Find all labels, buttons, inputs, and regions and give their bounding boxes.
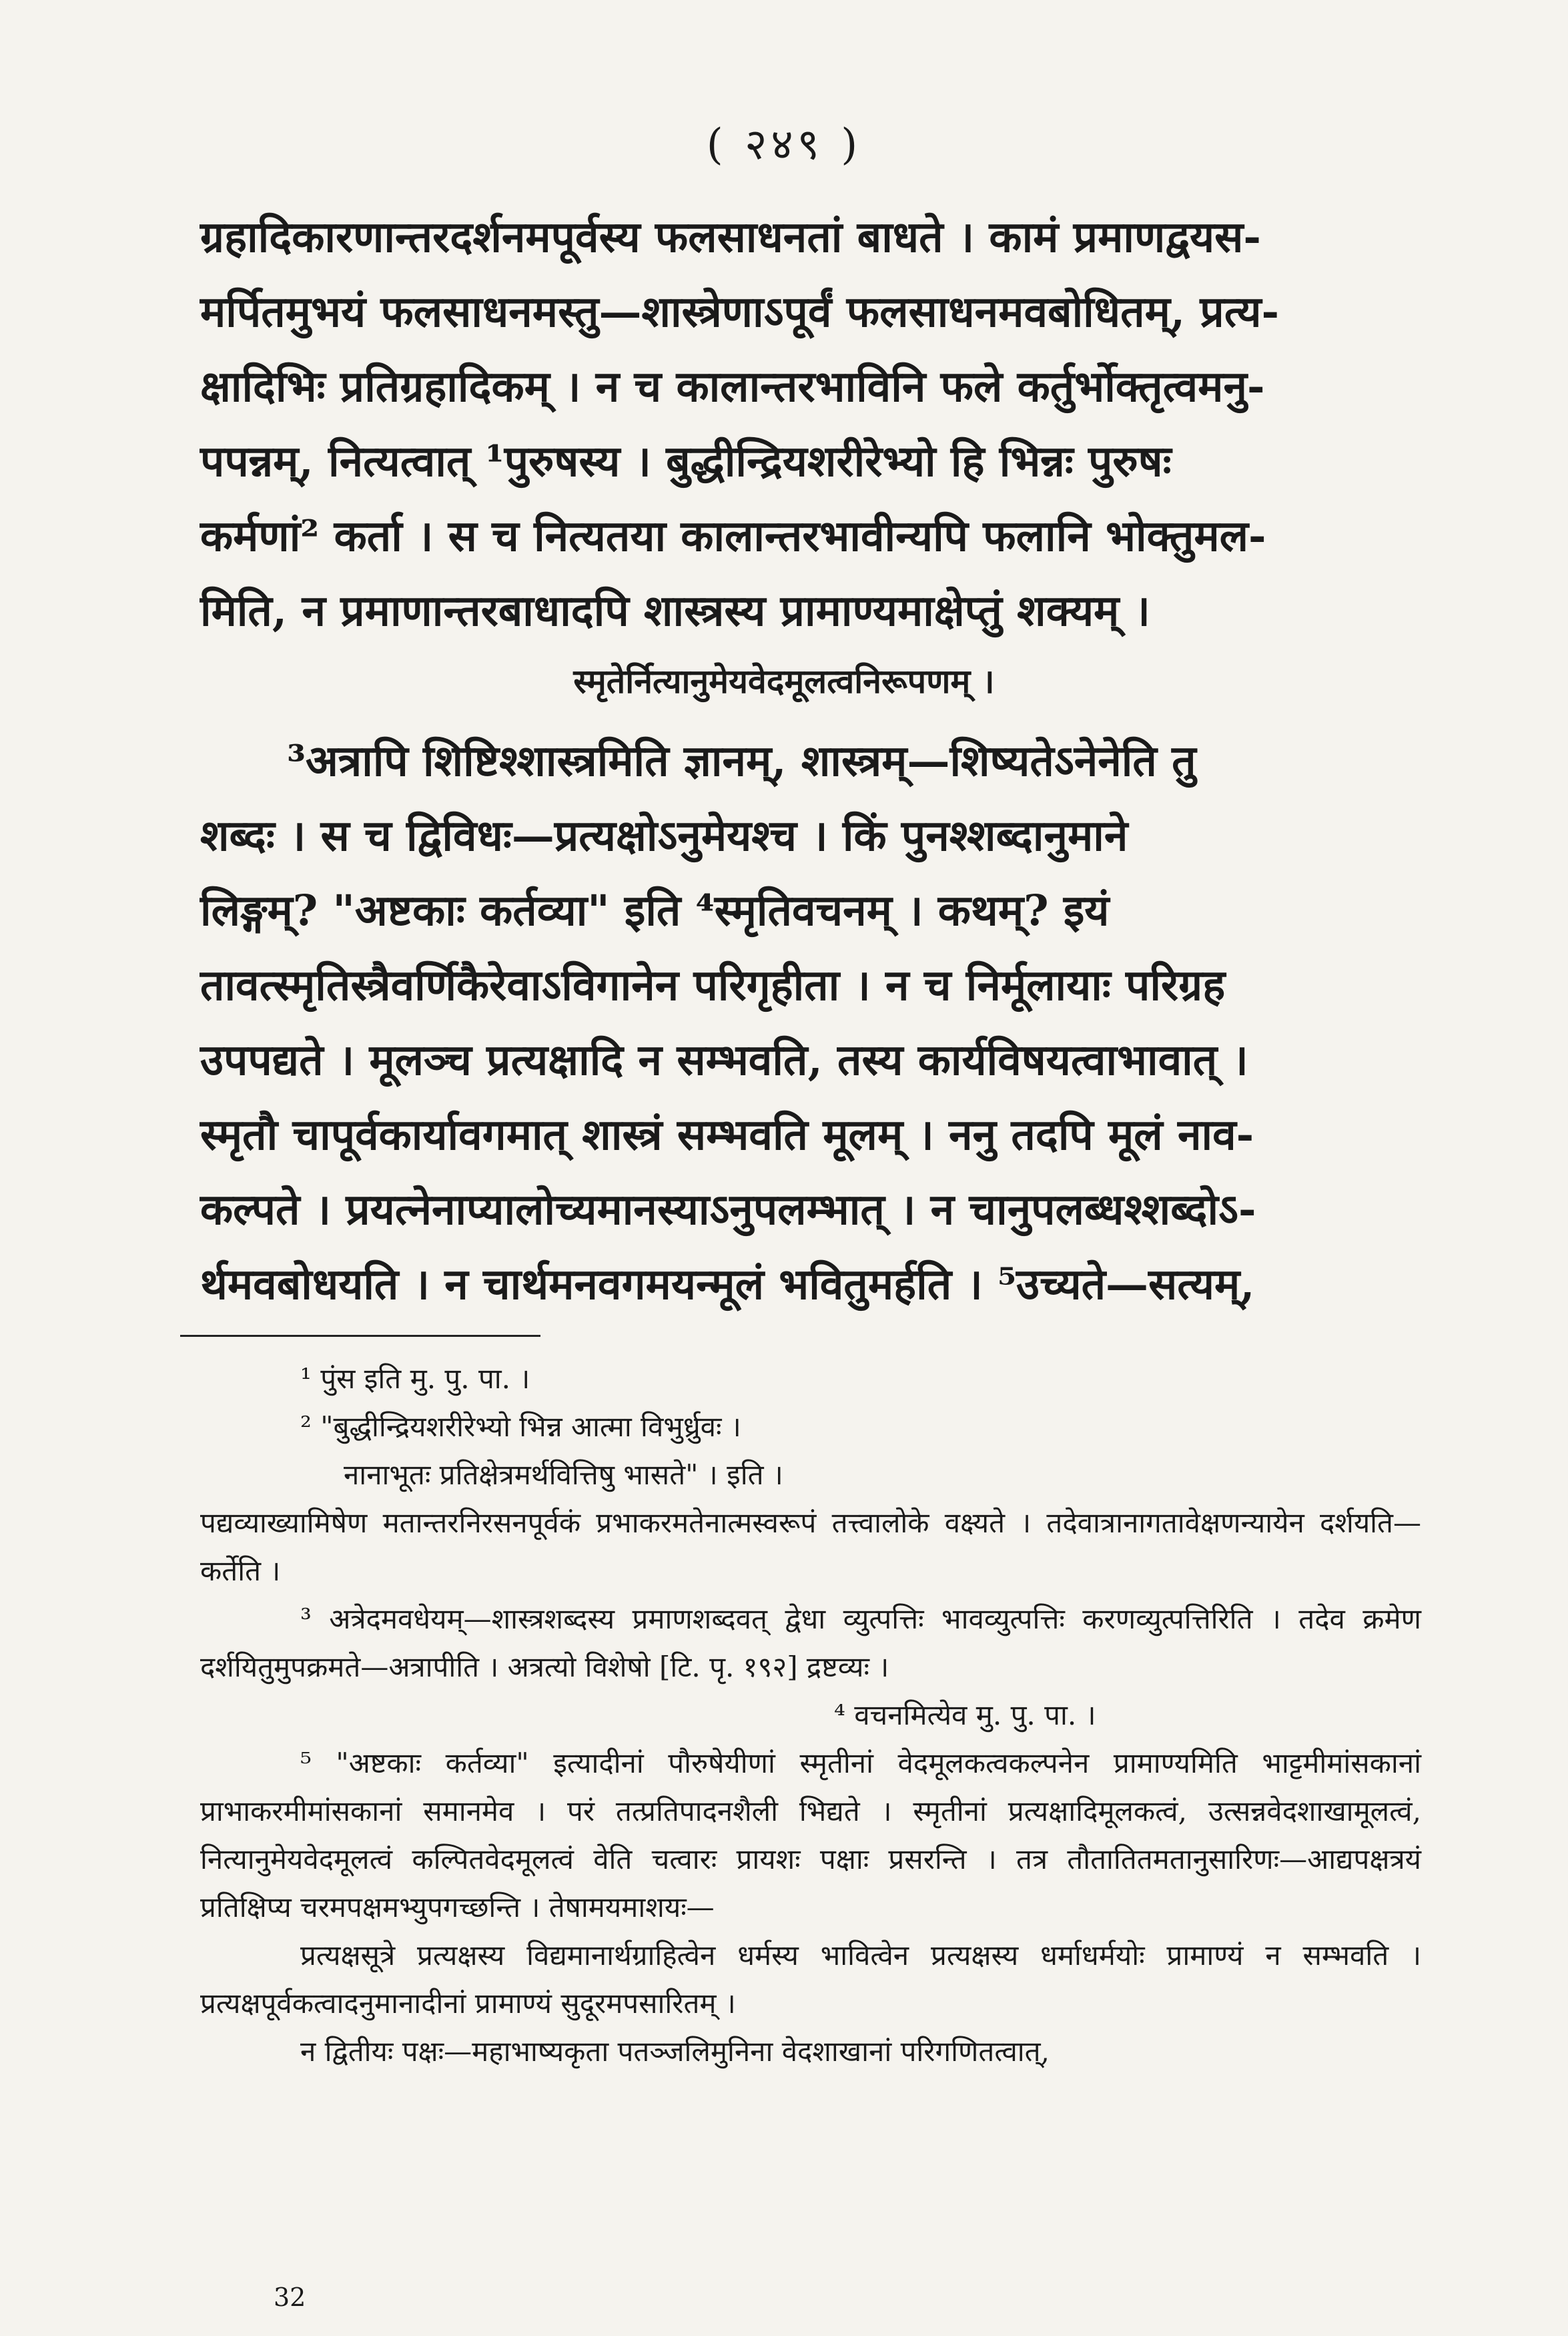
text-line: पपन्नम्, नित्यत्वात् ¹पुरुषस्य । बुद्धीन्द्रियशरीरेभ्यो हि भिन्नः पुरुषः <box>200 436 1172 487</box>
text-line: स्मृतौ चापूर्वकार्यावगमात् शास्त्रं सम्भवति मूलम् । ननु तदपि मूलं नाव- <box>200 1110 1254 1160</box>
text-line: ग्रहादिकारणान्तरदर्शनमपूर्वस्य फलसाधनतां बाधते । कामं प्रमाणद्वयस- <box>200 212 1261 262</box>
footnotes <box>200 1355 1421 2076</box>
folio-number: 32 <box>274 2283 306 2312</box>
text-line: कर्मणां² कर्ता । स च नित्यतया कालान्तरभावीन्यपि फलानि भोक्तुमल- <box>200 511 1266 561</box>
footnote-5: ⁵ "अष्टकाः कर्तव्या" इत्यादीनां पौरुषेयीणां स्मृतीनां वेदमूलकत्वकल्पनेन प्रामाण्यमिति भाट्टमीमांसकानां प्राभाकरमीमांसकानां समानमेव । परं तत्प्रतिपादनशैली भिद्यते । स्मृतीनां प्रत्यक्षादिमूलकत्वं, उत्सन्नवेदशाखामूलत्वं, नित्यानुमेयवेदमूलत्वं कल्पितवेदमूलत्वं वेति चत्वारः प्रायशः पक्षाः प्रसरन्ति । तत्र तौतातितमतानुसारिणः—आद्यपक्षत्रयं प्रतिक्षिप्य चरमपक्षमभ्युपगच्छन्ति । तेषामयमाशयः— <box>200 1747 1421 1924</box>
footnote-5-paragraph-3: न द्वितीयः पक्षः—महाभाष्यकृता पतञ्जलिमुनिना वेदशाखानां परिगणितत्वात्, <box>300 2035 1050 2068</box>
text-line: शब्दः । स च द्विविधः—प्रत्यक्षोऽनुमेयश्च । किं पुनश्शब्दानुमाने <box>200 811 1128 861</box>
text-line: लिङ्गम्? "अष्टकाः कर्तव्या" इति ⁴स्मृतिवचनम् । कथम्? इयं <box>200 886 1110 936</box>
main-text-block <box>200 200 1421 649</box>
footnote-3: ³ अत्रेदमवधेयम्—शास्त्रशब्दस्य प्रमाणशब्दवत् द्वेधा व्युत्पत्तिः भावव्युत्पत्तिः करणव्युत्पत्तिरिति । तदेव क्रमेण दर्शयितुमुपक्रमते—अत्रापीति । अत्रत्यो विशेषो [टि. पृ. १९२] द्रष्टव्यः । <box>200 1602 1421 1683</box>
page-number: ( २४९ ) <box>706 120 862 170</box>
main-text-block-2 <box>200 724 1421 1322</box>
text-line: उपपद्यते । मूलञ्च प्रत्यक्षादि न सम्भवति, तस्य कार्यविषयत्वाभावात् । <box>200 1035 1248 1085</box>
footnote-4: ⁴ वचनमित्येव मु. पु. पा. । <box>834 1699 1096 1731</box>
text-line: मिति, न प्रमाणान्तरबाधादपि शास्त्रस्य प्रामाण्यमाक्षेप्तुं शक्यम् । <box>200 586 1150 636</box>
text-line: मर्पितमुभयं फलसाधनमस्तु—शास्त्रेणाऽपूर्वं फलसाधनमवबोधितम्, प्रत्य- <box>200 287 1280 337</box>
text-line: ³अत्रापि शिष्टिश्शास्त्रमिति ज्ञानम्, शास्त्रम्—शिष्यतेऽनेनेति तु <box>287 736 1196 786</box>
footnote-2-verse-line-1: ² "बुद्धीन्द्रियशरीरेभ्यो भिन्न आत्मा विभुर्ध्रुवः । <box>300 1410 741 1443</box>
footnote-2-verse-line-2: नानाभूतः प्रतिक्षेत्रमर्थवित्तिषु भासते" । इति । <box>344 1458 783 1491</box>
footnote-2-explanation: पद्यव्याख्यामिषेण मतान्तरनिरसनपूर्वकं प्रभाकरमतेनात्मस्वरूपं तत्त्वालोके वक्ष्यते । तदेवात्रानागतावेक्षणन्यायेन दर्शयति—कर्तेति । <box>200 1506 1421 1587</box>
section-heading: स्मृतेर्नित्यानुमेयवेदमूलत्वनिरूपणम् । <box>573 661 995 701</box>
text-line: क्षादिभिः प्रतिग्रहादिकम् । न च कालान्तरभाविनि फले कर्तुर्भोक्तृत्वमनु- <box>200 362 1265 412</box>
footnote-divider <box>180 1335 540 1337</box>
footnote-1: ¹ पुंस इति मु. पु. पा. । <box>300 1362 530 1395</box>
text-line: र्थमवबोधयति । न चार्थमनवगमयन्मूलं भवितुमर्हति । ⁵उच्यते—सत्यम्, <box>200 1259 1255 1309</box>
text-line: तावत्स्मृतिस्त्रैवर्णिकैरेवाऽविगानेन परिगृहीता । न च निर्मूलायाः परिग्रह <box>200 960 1226 1010</box>
text-line: कल्पते । प्रयत्नेनाप्यालोच्यमानस्याऽनुपलम्भात् । न चानुपलब्धश्शब्दोऽ- <box>200 1185 1256 1235</box>
footnote-5-paragraph-2: प्रत्यक्षसूत्रे प्रत्यक्षस्य विद्यमानार्थग्राहित्वेन धर्मस्य भावित्वेन प्रत्यक्षस्य धर्माधर्मयोः प्रामाण्यं न सम्भवति । प्रत्यक्षपूर्वकत्वादनुमानादीनां प्रामाण्यं सुदूरमपसारितम् । <box>200 1939 1421 2020</box>
